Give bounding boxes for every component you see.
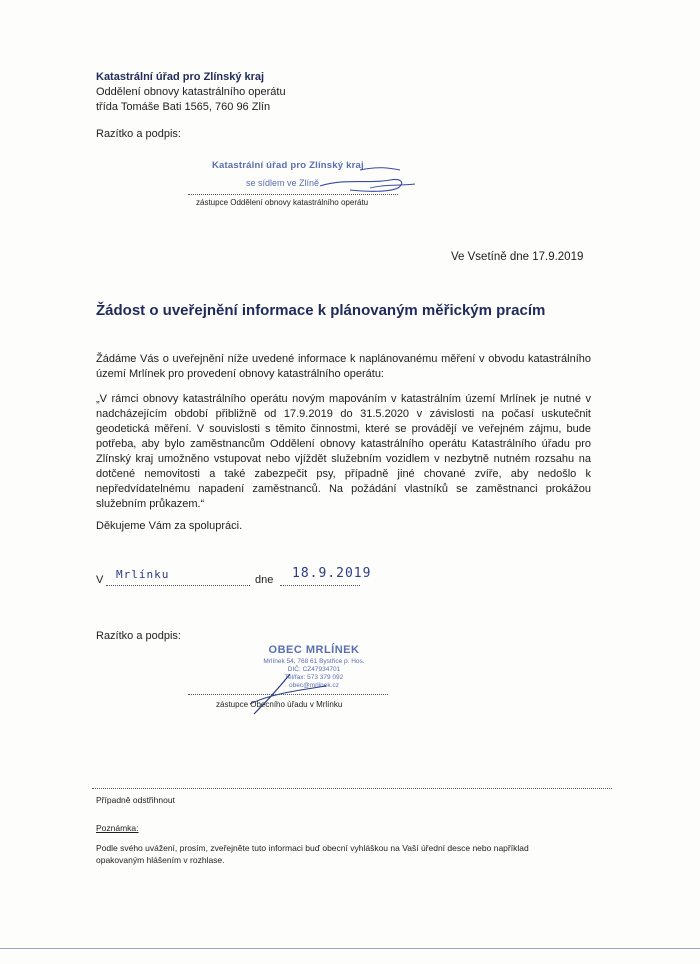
note-heading: Poznámka: [96, 823, 139, 833]
thanks-line: Děkujeme Vám za spolupráci. [96, 520, 243, 532]
stamp-bottom-address: Mrlínek 54, 768 61 Bystřice p. Hos. [263, 658, 365, 665]
document-title: Žádost o uveřejnění informace k plánovaným měřickým pracím [96, 302, 546, 319]
sender-department: Oddělení obnovy katastrálního operátu [96, 86, 286, 98]
scan-edge-line [0, 948, 700, 949]
note-text: Podle svého uvážení, prosím, zveřejněte tuto informaci buď obecní vyhláškou na Vaší úřední desce nebo například opakovaným hlášením v rozhlase. [96, 843, 529, 865]
place-v-label: V [96, 574, 104, 586]
signature-top-caption: zástupce Oddělení obnovy katastrálního operátu [196, 198, 369, 207]
signature-label-bottom: Razítko a podpis: [96, 630, 181, 642]
signature-top-scribble [250, 162, 420, 198]
stamp-bottom-tel: Tel/fax: 573 379 092 [284, 674, 344, 681]
date-dotted-line [280, 585, 360, 586]
stamp-top-line1: Katastrální úřad pro Zlínský kraj [212, 160, 364, 171]
sender-address: třída Tomáše Bati 1565, 760 96 Zlín [96, 101, 271, 113]
date-dne-label: dne [255, 574, 274, 586]
stamp-bottom-dic: DIČ: CZ47934701 [287, 666, 341, 673]
sender-block [96, 70, 286, 115]
signature-label-top: Razítko a podpis: [96, 128, 181, 140]
stamp-bottom-email: obec@mrlinek.cz [289, 682, 339, 689]
cut-note: Případně odstřihnout [96, 795, 175, 805]
quote-paragraph: „V rámci obnovy katastrálního operátu novým mapováním v katastrálním území Mrlínek je nutné v nadcházejícím období přibližně od 17.9.2019 do 31.5.2020 v závislosti na počasí uskutečnit geodetická měření. V souvislosti s těmito činnostmi, které se provádějí ve veřejném zájmu, bude potřeba, aby bylo zaměstnancům Oddělení obnovy katastrálního operátu Katastrálního úřadu pro Zlínský kraj umožněno vstupovat nebo vjíždět služebním vozidlem v nezbytně nutném rozsahu na dotčené nemovitosti a také zabezpečit psy, případně jiné chované zvíře, aby nedošlo k nepředvídatelnému napadení zaměstnanců. Na požádání vlastníků se zaměstnanci prokážou služebním průkazem.“ [96, 393, 591, 510]
stamp-top-line2: se sídlem ve Zlíně [246, 178, 320, 188]
stamp-bottom-title: OBEC MRLÍNEK [268, 644, 360, 656]
signature-bottom-line [188, 694, 388, 695]
signature-bottom-caption: zástupce Obecního úřadu v Mrlínku [216, 700, 343, 709]
signature-top-line [188, 194, 398, 195]
date-handwritten: 18.9.2019 [292, 566, 372, 581]
date-line: Ve Vsetíně dne 17.9.2019 [451, 251, 584, 263]
cut-dotted-line [92, 788, 612, 789]
place-dotted-line [106, 585, 250, 586]
sender-name: Katastrální úřad pro Zlínský kraj [96, 71, 265, 83]
intro-paragraph: Žádáme Vás o uveřejnění níže uvedené informace k naplánovanému měření v obvodu katastrálního území Mrlínek pro provedení obnovy katastrálního operátu: [96, 353, 591, 380]
place-handwritten: Mrlínku [116, 568, 170, 581]
